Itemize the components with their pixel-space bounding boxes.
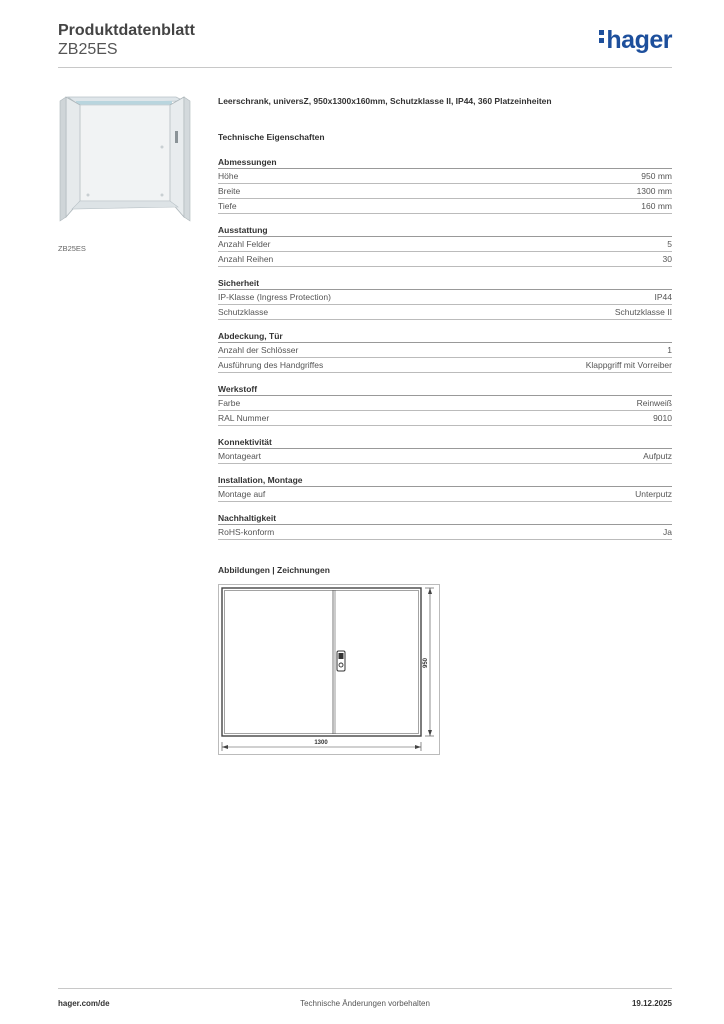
property-group <box>218 474 672 502</box>
property-label: RoHS-konform <box>218 527 275 537</box>
property-group-title: Sicherheit <box>218 277 672 290</box>
property-group-title: Installation, Montage <box>218 474 672 487</box>
property-value: 160 mm <box>641 201 672 211</box>
property-group <box>218 383 672 426</box>
property-label: RAL Nummer <box>218 413 270 423</box>
property-label: IP-Klasse (Ingress Protection) <box>218 292 331 302</box>
property-label: Schutzklasse <box>218 307 269 317</box>
property-value: Aufputz <box>643 451 672 461</box>
logo-text: hager <box>606 26 672 54</box>
property-row <box>218 290 672 305</box>
property-label: Anzahl Felder <box>218 239 271 249</box>
property-group-title: Abdeckung, Tür <box>218 330 672 343</box>
width-dimension-label: 1300 <box>314 740 328 746</box>
hager-logo <box>599 26 672 55</box>
property-label: Anzahl Reihen <box>218 254 274 264</box>
property-group <box>218 512 672 540</box>
property-value: Schutzklasse II <box>614 307 672 317</box>
property-value: 30 <box>662 254 672 264</box>
property-row <box>218 487 672 502</box>
property-value: 950 mm <box>641 171 672 181</box>
page-header <box>58 20 672 68</box>
property-group <box>218 330 672 373</box>
footer-website: hager.com/de <box>58 999 110 1008</box>
property-group-title: Nachhaltigkeit <box>218 512 672 525</box>
property-groups <box>218 156 672 540</box>
property-label: Höhe <box>218 171 239 181</box>
page-footer <box>58 988 672 1016</box>
property-value: 9010 <box>653 413 672 423</box>
property-label: Tiefe <box>218 201 237 211</box>
property-row <box>218 525 672 540</box>
property-row <box>218 449 672 464</box>
property-value: 5 <box>667 239 672 249</box>
property-label: Montage auf <box>218 489 266 499</box>
footer-notice: Technische Änderungen vorbehalten <box>300 999 430 1008</box>
property-group-title: Werkstoff <box>218 383 672 396</box>
document-title: Produktdatenblatt <box>58 22 195 39</box>
property-row <box>218 396 672 411</box>
product-code: ZB25ES <box>58 41 118 58</box>
property-row <box>218 237 672 252</box>
property-row <box>218 169 672 184</box>
cabinet-front-drawing <box>219 585 441 756</box>
property-value: IP44 <box>654 292 672 302</box>
property-row <box>218 343 672 358</box>
property-label: Breite <box>218 186 241 196</box>
property-row <box>218 199 672 214</box>
property-group <box>218 224 672 267</box>
property-group <box>218 436 672 464</box>
property-value: 1300 mm <box>636 186 672 196</box>
logo-dots-icon <box>599 27 604 46</box>
property-row <box>218 305 672 320</box>
technical-properties-heading: Technische Eigenschaften <box>218 132 325 142</box>
photo-caption: ZB25ES <box>58 244 86 253</box>
property-group-title: Abmessungen <box>218 156 672 169</box>
footer-date: 19.12.2025 <box>631 999 672 1008</box>
property-label: Anzahl der Schlösser <box>218 345 299 355</box>
datasheet-content <box>218 96 672 550</box>
property-value: Unterputz <box>635 489 672 499</box>
property-group-title: Konnektivität <box>218 436 672 449</box>
property-row <box>218 411 672 426</box>
property-row <box>218 358 672 373</box>
property-label: Ausführung des Handgriffes <box>218 360 324 370</box>
property-value: Ja <box>663 527 672 537</box>
property-row <box>218 184 672 199</box>
property-value: 1 <box>667 345 672 355</box>
property-value: Reinweiß <box>636 398 672 408</box>
property-value: Klappgriff mit Vorreiber <box>585 360 672 370</box>
property-group <box>218 156 672 214</box>
property-group-title: Ausstattung <box>218 224 672 237</box>
drawings-heading: Abbildungen | Zeichnungen <box>218 565 330 575</box>
property-label: Montageart <box>218 451 261 461</box>
cabinet-photo-icon <box>58 87 196 235</box>
technical-drawing <box>218 584 440 755</box>
property-group <box>218 277 672 320</box>
product-photo <box>58 87 196 235</box>
property-row <box>218 252 672 267</box>
property-label: Farbe <box>218 398 241 408</box>
height-dimension-label: 950 <box>423 657 429 669</box>
product-description: Leerschrank, universZ, 950x1300x160mm, Schutzklasse II, IP44, 360 Platzeinheiten <box>218 96 552 106</box>
